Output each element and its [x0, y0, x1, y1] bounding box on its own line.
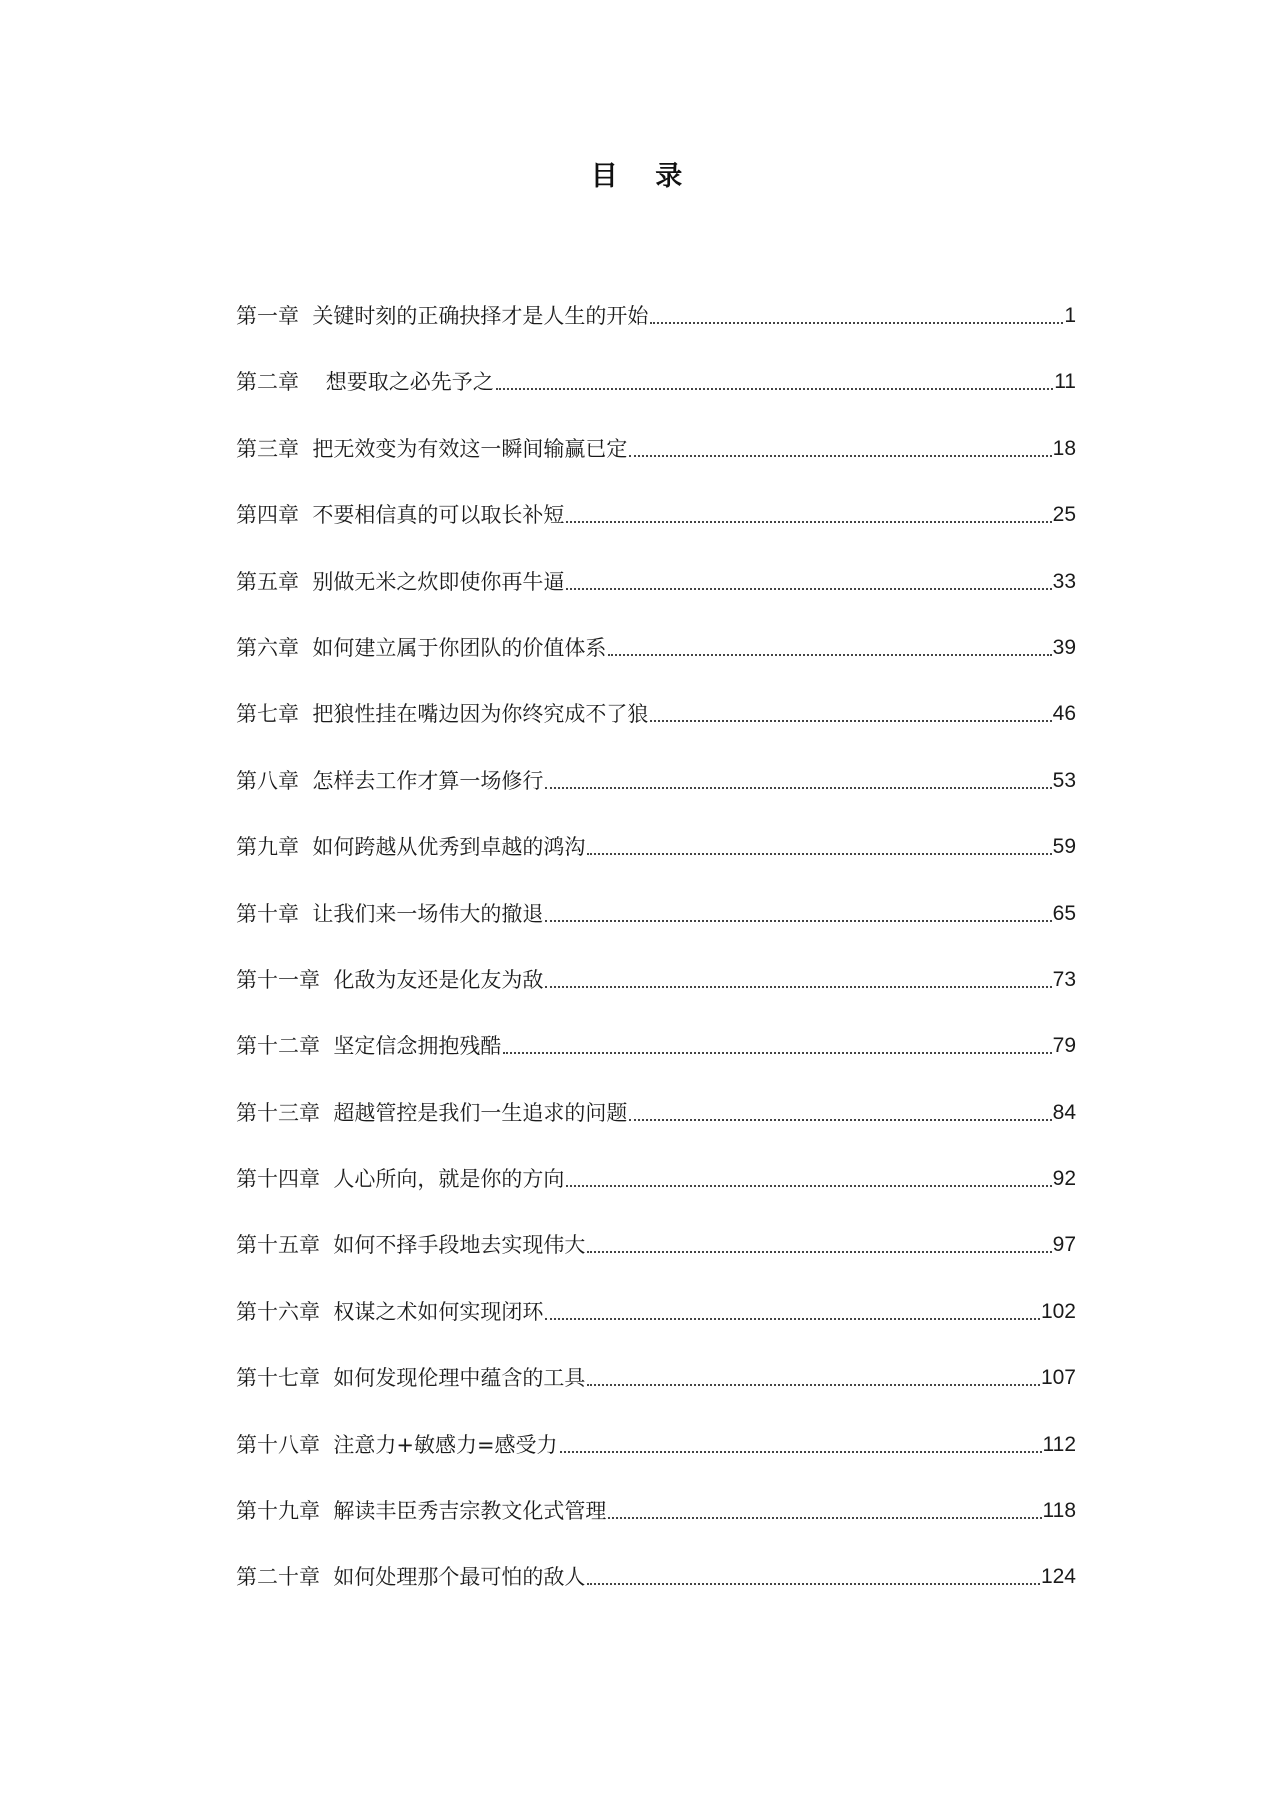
toc-dot-leader [650, 321, 1063, 324]
toc-chapter-title: 第十七章 如何发现伦理中蕴含的工具 [236, 1366, 586, 1391]
toc-dot-leader [587, 852, 1051, 855]
toc-entry [236, 1326, 1076, 1392]
toc-page-number: 73 [1052, 967, 1076, 991]
toc-chapter-title: 第二章 想要取之必先予之 [236, 370, 494, 395]
toc-page-number: 97 [1052, 1233, 1076, 1257]
toc-dot-leader [566, 520, 1051, 523]
toc-page-number: 65 [1052, 901, 1076, 925]
toc-page-number: 59 [1052, 835, 1076, 859]
table-of-contents [236, 300, 1076, 1591]
toc-dot-leader [608, 653, 1051, 656]
toc-chapter-title: 第九章 如何跨越从优秀到卓越的鸿沟 [236, 835, 586, 860]
toc-entry [236, 662, 1076, 728]
toc-entry [236, 1193, 1076, 1259]
toc-page-number: 53 [1052, 768, 1076, 792]
toc-page-number: 39 [1052, 635, 1076, 659]
toc-chapter-title: 第十八章 注意力+敏感力=感受力 [236, 1432, 558, 1457]
toc-chapter-title: 第六章 如何建立属于你团队的价值体系 [236, 635, 607, 660]
toc-dot-leader [608, 1516, 1041, 1519]
toc-chapter-title: 第五章 别做无米之炊即使你再牛逼 [236, 569, 565, 594]
toc-chapter-title: 第十三章 超越管控是我们一生追求的问题 [236, 1100, 628, 1125]
toc-page-number: 79 [1052, 1034, 1076, 1058]
toc-page-number: 107 [1040, 1366, 1076, 1390]
toc-page-number: 102 [1040, 1299, 1076, 1323]
toc-chapter-title: 第十章 让我们来一场伟大的撤退 [236, 901, 544, 926]
toc-dot-leader [566, 1184, 1051, 1187]
toc-dot-leader [629, 1118, 1051, 1121]
toc-entry [236, 1459, 1076, 1525]
toc-entry [236, 529, 1076, 595]
toc-chapter-title: 第七章 把狼性挂在嘴边因为你终究成不了狼 [236, 702, 649, 727]
toc-dot-leader [503, 1051, 1051, 1054]
toc-page-number: 92 [1052, 1167, 1076, 1191]
toc-entry [236, 396, 1076, 462]
toc-chapter-title: 第八章 怎样去工作才算一场修行 [236, 768, 544, 793]
toc-entry [236, 1259, 1076, 1325]
toc-entry [236, 1392, 1076, 1458]
toc-dot-leader [545, 786, 1051, 789]
toc-page-number: 11 [1054, 370, 1076, 394]
toc-entry [236, 1525, 1076, 1591]
toc-chapter-title: 第十六章 权谋之术如何实现闭环 [236, 1299, 544, 1324]
toc-entry [236, 1060, 1076, 1126]
toc-page-number: 118 [1042, 1499, 1076, 1523]
toc-dot-leader [650, 719, 1051, 722]
toc-chapter-title: 第十四章 人心所向，就是你的方向 [236, 1167, 565, 1192]
page-title: 目 录 [590, 161, 697, 192]
toc-dot-leader [566, 587, 1051, 590]
toc-entry [236, 330, 1076, 396]
toc-chapter-title: 第十一章 化敌为友还是化友为敌 [236, 967, 544, 992]
toc-page-number: 33 [1052, 569, 1076, 593]
toc-entry [236, 1127, 1076, 1193]
toc-chapter-title: 第三章 把无效变为有效这一瞬间输赢已定 [236, 436, 628, 461]
toc-entry [236, 728, 1076, 794]
toc-chapter-title: 第一章 关键时刻的正确抉择才是人生的开始 [236, 304, 649, 328]
toc-chapter-title: 第二十章 如何处理那个最可怕的敌人 [236, 1565, 586, 1590]
toc-page-number: 112 [1042, 1432, 1076, 1456]
toc-dot-leader [587, 1582, 1040, 1585]
toc-dot-leader [629, 454, 1051, 457]
toc-dot-leader [545, 919, 1051, 922]
toc-entry [236, 463, 1076, 529]
toc-dot-leader [560, 1450, 1042, 1453]
toc-dot-leader [587, 1250, 1051, 1253]
toc-entry [236, 795, 1076, 861]
toc-page-number: 1 [1064, 304, 1076, 327]
toc-chapter-title: 第十二章 坚定信念拥抱残酷 [236, 1034, 502, 1059]
toc-page-number: 124 [1040, 1565, 1076, 1589]
toc-entry [236, 300, 1076, 330]
toc-page-number: 46 [1052, 702, 1076, 726]
toc-dot-leader [545, 985, 1051, 988]
toc-page-number: 84 [1052, 1100, 1076, 1124]
toc-dot-leader [587, 1383, 1040, 1386]
toc-entry [236, 994, 1076, 1060]
toc-dot-leader [496, 387, 1053, 390]
toc-chapter-title: 第十五章 如何不择手段地去实现伟大 [236, 1233, 586, 1258]
toc-chapter-title: 第十九章 解读丰臣秀吉宗教文化式管理 [236, 1499, 607, 1524]
toc-chapter-title: 第四章 不要相信真的可以取长补短 [236, 503, 565, 528]
toc-page-number: 25 [1052, 503, 1076, 527]
toc-entry [236, 596, 1076, 662]
toc-entry [236, 861, 1076, 927]
toc-dot-leader [545, 1317, 1040, 1320]
toc-entry [236, 928, 1076, 994]
toc-page-number: 18 [1052, 436, 1076, 460]
